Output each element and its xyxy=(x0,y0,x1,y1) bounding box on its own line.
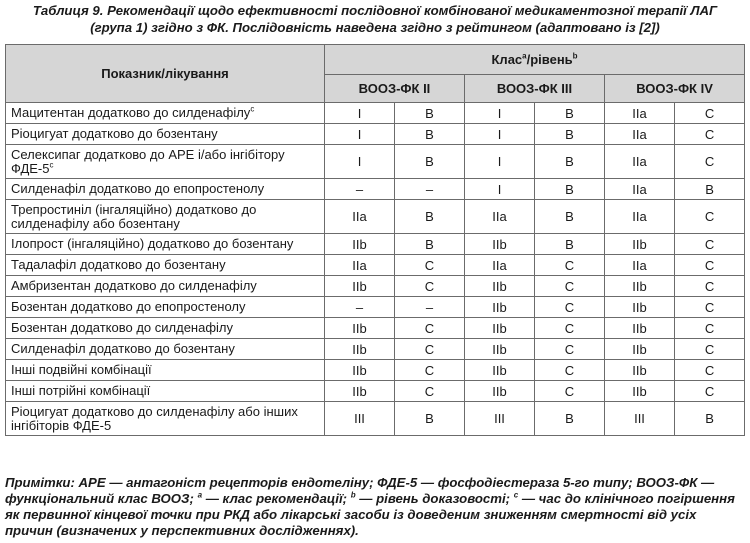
fc2-level: В xyxy=(395,145,465,179)
table-row xyxy=(6,179,745,200)
fc3-class: ІІb xyxy=(465,381,535,402)
table-row xyxy=(6,255,745,276)
fc4-level: С xyxy=(675,276,745,297)
fc3-level: С xyxy=(535,360,605,381)
fc2-level: В xyxy=(395,124,465,145)
fc2-level: – xyxy=(395,297,465,318)
table-notes: Примітки: АРЕ — антагоніст рецепторів ендотеліну; ФДЕ-5 — фосфодіестераза 5-го типу; ВООЗ-ФК — функціональний клас ВООЗ; $^а$ — клас рекомендації; $^b$ — рівень доказовості; $^с$ — час до клінічного погіршення як первинної кінцевої точки при РКД або лікарські засоби із доведеним зниженням смертності від усіх причин (визначених у перспективних дослідженнях). xyxy=(5,475,735,538)
fc4-level: С xyxy=(675,145,745,179)
fc3-level: В xyxy=(535,103,605,124)
fc2-level: – xyxy=(395,179,465,200)
table-row xyxy=(6,339,745,360)
fc2-level: В xyxy=(395,402,465,436)
fc4-level: С xyxy=(675,360,745,381)
fc4-level: С xyxy=(675,124,745,145)
table-row xyxy=(6,318,745,339)
table-row xyxy=(6,200,745,234)
table-row xyxy=(6,402,745,436)
fc4-class: ІІа xyxy=(605,200,675,234)
fc4-class: ІІb xyxy=(605,339,675,360)
fc2-class: ІІb xyxy=(325,381,395,402)
fc2-class: ІІа xyxy=(325,255,395,276)
fc4-class: ІІb xyxy=(605,318,675,339)
fc2-level: В xyxy=(395,234,465,255)
fc4-class: ІІb xyxy=(605,360,675,381)
fc4-class: ІІb xyxy=(605,276,675,297)
fc4-class: ІІb xyxy=(605,234,675,255)
fc2-level: С xyxy=(395,381,465,402)
table-caption xyxy=(0,2,750,36)
fc4-class: ІІІ xyxy=(605,402,675,436)
header-who-fc-2: ВООЗ-ФК ІІ xyxy=(325,75,465,103)
fc4-class: ІІа xyxy=(605,103,675,124)
fc4-class: ІІа xyxy=(605,124,675,145)
row-treatment: Ріоцигуат додатково до силденафілу або інших інгібіторів ФДЕ-5 xyxy=(6,402,325,436)
fc4-level: С xyxy=(675,339,745,360)
fc4-class: ІІа xyxy=(605,255,675,276)
caption-line-2: (група 1) згідно з ФК. Послідовність наведена згідно з рейтингом (адаптовано із [2]) xyxy=(90,20,660,35)
fc4-class: ІІb xyxy=(605,297,675,318)
fc2-class: ІІb xyxy=(325,276,395,297)
fc2-class: ІІІ xyxy=(325,402,395,436)
caption-line-1: Таблиця 9. Рекомендації щодо ефективності послідовної комбінованої медикаментозної терапії ЛАГ xyxy=(32,3,718,18)
table-row xyxy=(6,124,745,145)
fc3-level: С xyxy=(535,297,605,318)
table-row xyxy=(6,297,745,318)
fc4-class: ІІb xyxy=(605,381,675,402)
fc3-class: ІІb xyxy=(465,360,535,381)
fc3-level: С xyxy=(535,339,605,360)
fc2-level: С xyxy=(395,255,465,276)
table-row xyxy=(6,234,745,255)
row-treatment: Мацитентан додатково до силденафілу$^с$ xyxy=(6,103,325,124)
fc2-class: ІІb xyxy=(325,360,395,381)
fc3-level: В xyxy=(535,145,605,179)
header-class-level: Клас$^а$/рівень$^b$ xyxy=(325,45,745,75)
fc3-level: В xyxy=(535,179,605,200)
fc3-level: С xyxy=(535,381,605,402)
fc3-level: С xyxy=(535,276,605,297)
table-row xyxy=(6,360,745,381)
fc3-level: В xyxy=(535,402,605,436)
row-treatment: Трепростиніл (інгаляційно) додатково до силденафілу або бозентану xyxy=(6,200,325,234)
fc4-class: ІІа xyxy=(605,145,675,179)
fc2-level: С xyxy=(395,276,465,297)
table-row xyxy=(6,276,745,297)
row-treatment: Бозентан додатково до силденафілу xyxy=(6,318,325,339)
fc2-level: С xyxy=(395,318,465,339)
fc3-class: ІІа xyxy=(465,255,535,276)
fc3-level: С xyxy=(535,255,605,276)
fc3-level: В xyxy=(535,124,605,145)
fc4-level: С xyxy=(675,318,745,339)
row-treatment: Ілопрост (інгаляційно) додатково до бозентану xyxy=(6,234,325,255)
fc2-class: – xyxy=(325,297,395,318)
recommendations-table xyxy=(5,44,745,436)
fc4-level: С xyxy=(675,234,745,255)
header-who-fc-4: ВООЗ-ФК IV xyxy=(605,75,745,103)
fc4-level: В xyxy=(675,402,745,436)
fc4-level: С xyxy=(675,381,745,402)
fc2-class: ІІb xyxy=(325,318,395,339)
fc2-class: ІІа xyxy=(325,200,395,234)
fc2-class: І xyxy=(325,103,395,124)
fc3-level: В xyxy=(535,200,605,234)
fc2-level: С xyxy=(395,339,465,360)
table-row xyxy=(6,381,745,402)
row-treatment: Ріоцигуат додатково до бозентану xyxy=(6,124,325,145)
row-treatment: Силденафіл додатково до бозентану xyxy=(6,339,325,360)
fc2-class: І xyxy=(325,145,395,179)
fc4-level: В xyxy=(675,179,745,200)
row-treatment: Селексипаг додатково до АРЕ і/або інгібітору ФДЕ-$5^с$ xyxy=(6,145,325,179)
row-treatment: Бозентан додатково до епопростенолу xyxy=(6,297,325,318)
fc2-level: С xyxy=(395,360,465,381)
fc3-class: І xyxy=(465,124,535,145)
fc2-class: ІІb xyxy=(325,234,395,255)
fc4-level: С xyxy=(675,297,745,318)
fc3-class: ІІb xyxy=(465,318,535,339)
fc2-class: ІІb xyxy=(325,339,395,360)
fc3-class: І xyxy=(465,103,535,124)
fc4-level: С xyxy=(675,103,745,124)
header-who-fc-3: ВООЗ-ФК ІІІ xyxy=(465,75,605,103)
fc2-level: В xyxy=(395,200,465,234)
row-treatment: Амбризентан додатково до силденафілу xyxy=(6,276,325,297)
fc3-class: ІІа xyxy=(465,200,535,234)
fc3-class: ІІb xyxy=(465,234,535,255)
fc3-level: В xyxy=(535,234,605,255)
fc3-class: ІІb xyxy=(465,339,535,360)
fc3-class: ІІІ xyxy=(465,402,535,436)
fc3-class: ІІb xyxy=(465,276,535,297)
fc4-class: ІІа xyxy=(605,179,675,200)
header-indicator: Показник/лікування xyxy=(6,45,325,103)
row-treatment: Силденафіл додатково до епопростенолу xyxy=(6,179,325,200)
table-row xyxy=(6,103,745,124)
fc3-class: І xyxy=(465,179,535,200)
row-treatment: Інші подвійні комбінації xyxy=(6,360,325,381)
fc3-class: ІІb xyxy=(465,297,535,318)
row-treatment: Інші потрійні комбінації xyxy=(6,381,325,402)
table-row xyxy=(6,145,745,179)
fc3-level: С xyxy=(535,318,605,339)
fc2-level: В xyxy=(395,103,465,124)
fc3-class: І xyxy=(465,145,535,179)
fc2-class: І xyxy=(325,124,395,145)
row-treatment: Тадалафіл додатково до бозентану xyxy=(6,255,325,276)
fc4-level: С xyxy=(675,255,745,276)
fc2-class: – xyxy=(325,179,395,200)
fc4-level: С xyxy=(675,200,745,234)
